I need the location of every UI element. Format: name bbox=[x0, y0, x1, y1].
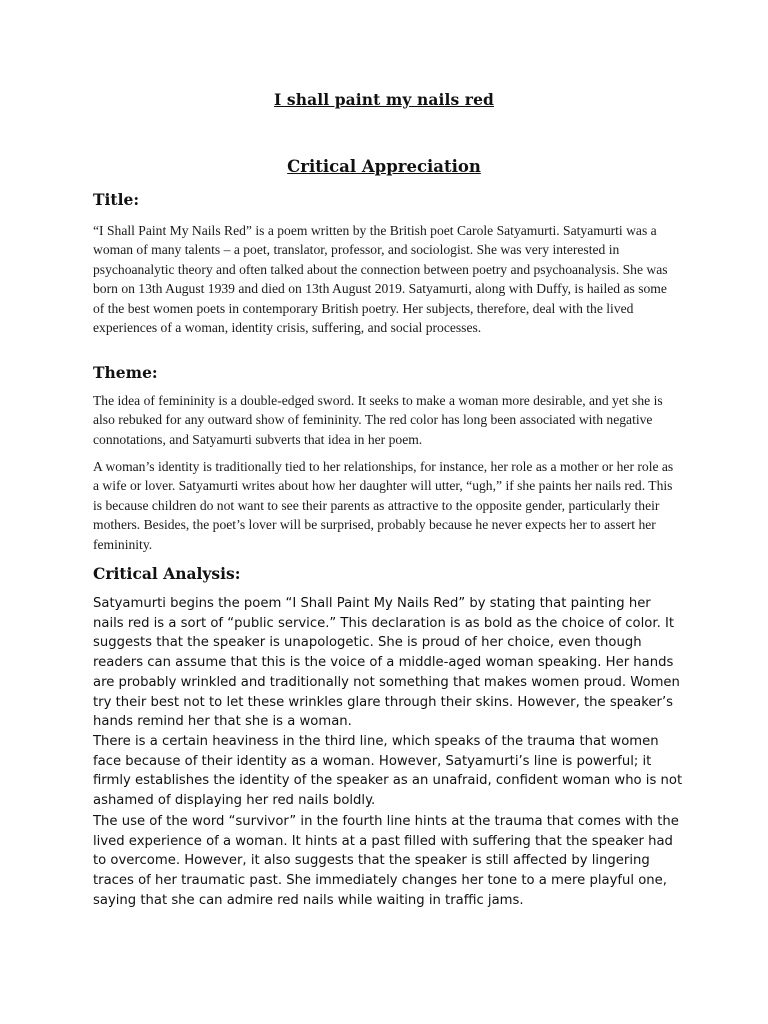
document-title: I shall paint my nails red bbox=[274, 90, 494, 109]
section-heading-critical-analysis: Critical Analysis: bbox=[93, 564, 241, 583]
paragraph-analysis-1: Satyamurti begins the poem “I Shall Paint My Nails Red” by stating that painting her nails red is a sort of “public service.” This declaration is as bold as the choice of color. It suggests that the speaker is unapologetic. She is proud of her choice, even though readers can assume that this is the voice of a middle-aged woman speaking. Her hands are probably wrinkled and traditionally not something that makes women proud. Women try their best not to let these wrinkles glare through their skins. However, the speaker’s hands remind her that she is a woman. bbox=[93, 596, 680, 730]
paragraph-analysis-2: There is a certain heaviness in the third line, which speaks of the trauma that women face because of their identity as a woman. However, Satyamurti’s line is powerful; it firmly establishes the identity of the speaker as an unafraid, confident woman who is not ashamed of displaying her red nails boldly. bbox=[93, 734, 683, 809]
paragraph-theme-2: A woman’s identity is traditionally tied to her relationships, for instance, her role as a mother or her role as a wife or lover. Satyamurti writes about how her daughter will utter, “ugh,” if she paints her nails red. This is because children do not want to see their parents as attractive to the opposite gender, particularly their mothers. Besides, the poet’s lover will be surprised, probably because he never expects her to assert her femininity. bbox=[93, 459, 674, 552]
paragraph-title: “I Shall Paint My Nails Red” is a poem written by the British poet Carole Satyamurti. Satyamurti was a woman of many talents – a poet, translator, professor, and sociologist. She was very interested in psychoanalytic theory and often talked about the connection between poetry and psychoanalysis. She was born on 13th August 1939 and died on 13th August 2019. Satyamurti, along with Duffy, is hailed as some of the best women poets in contemporary British poetry. Her subjects, therefore, deal with the lived experiences of a woman, identity crisis, suffering, and social processes. bbox=[93, 223, 668, 336]
document-subtitle: Critical Appreciation bbox=[287, 157, 481, 176]
section-heading-theme: Theme: bbox=[93, 363, 158, 382]
paragraph-theme-1: The idea of femininity is a double-edged sword. It seeks to make a woman more desirable, and yet she is also rebuked for any outward show of femininity. The red color has long been associated with negative connotations, and Satyamurti subverts that idea in her poem. bbox=[93, 393, 663, 447]
section-heading-title: Title: bbox=[93, 190, 140, 209]
paragraph-analysis-3: The use of the word “survivor” in the fourth line hints at the trauma that comes with the lived experience of a woman. It hints at a past filled with suffering that the speaker had to overcome. However, it also suggests that the speaker is still affected by lingering traces of her traumatic past. She immediately changes her tone to a mere playful one, saying that she can admire red nails while waiting in traffic jams. bbox=[93, 814, 679, 908]
